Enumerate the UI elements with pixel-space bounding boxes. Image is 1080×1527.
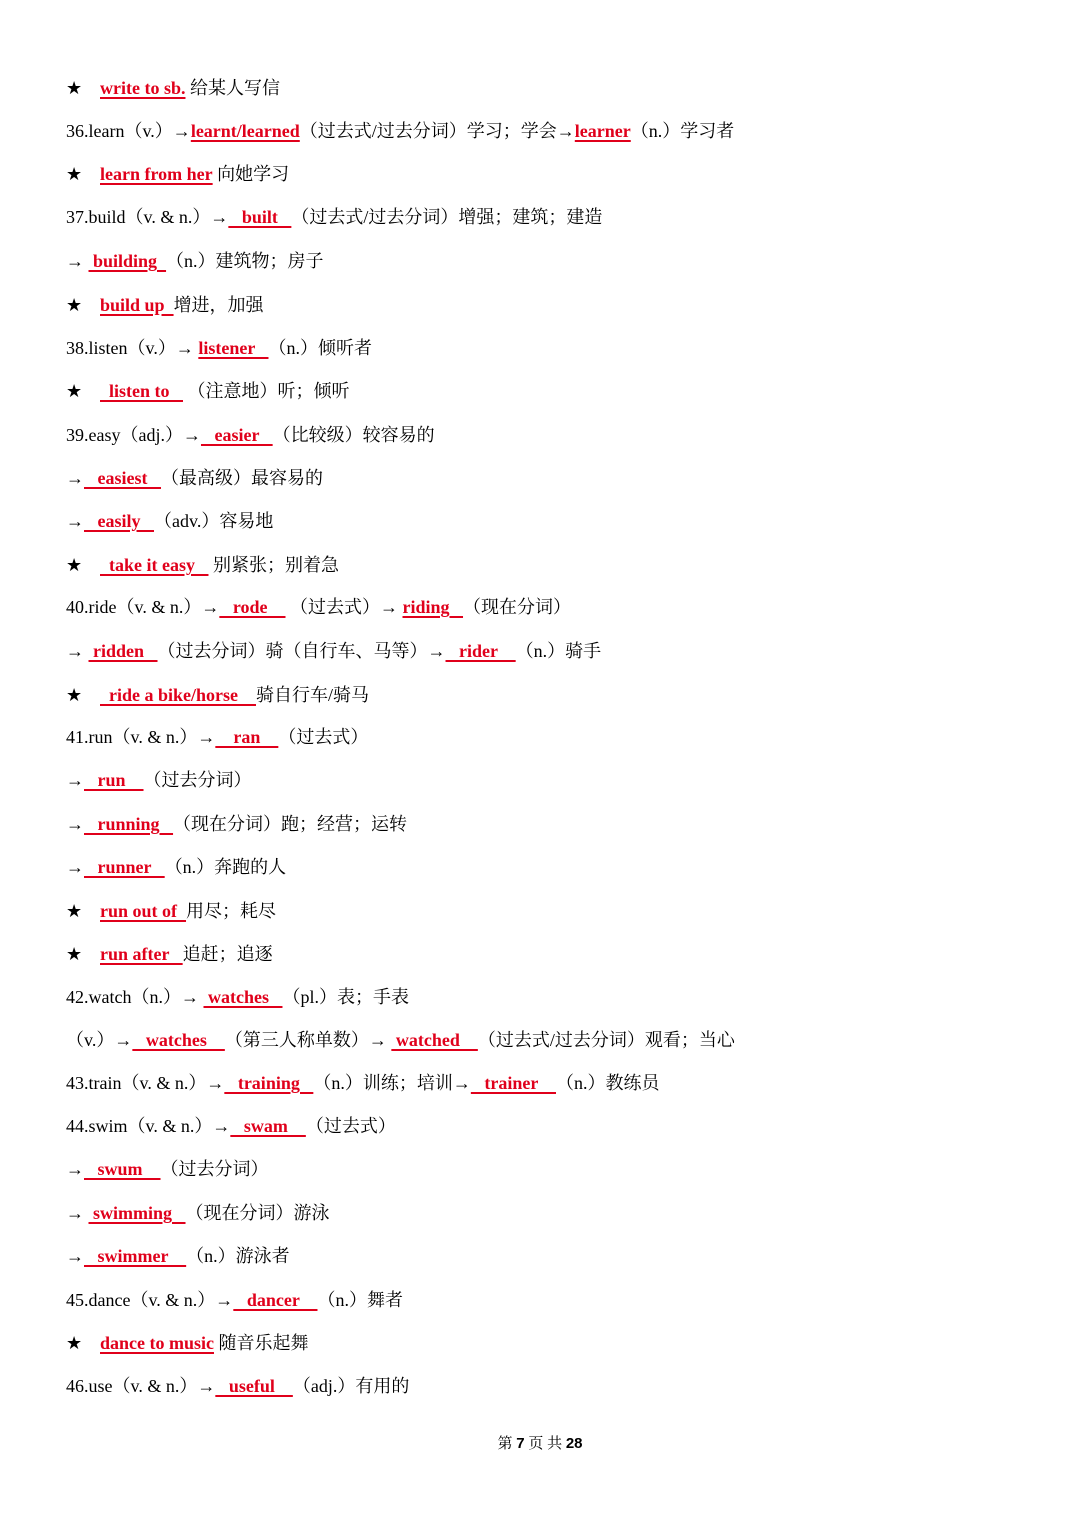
line-text: （n.）游泳者 <box>186 1246 290 1266</box>
star-bullet-icon: ★ <box>66 381 83 401</box>
line-text: （现在分词） <box>463 597 572 617</box>
line-text: （n.）建筑物；房子 <box>166 251 324 271</box>
answer-fill: swam <box>230 1116 306 1136</box>
answer-fill: run out of <box>100 901 187 921</box>
line-text: 39.easy（adj.）→ <box>66 425 201 445</box>
line-text: 追赶；追逐 <box>182 944 273 964</box>
line-text: （第三人称单数）→ <box>224 1030 392 1050</box>
vocab-line <box>66 722 368 752</box>
line-text: （v.）→ <box>66 1030 133 1050</box>
answer-fill: running <box>84 814 174 834</box>
line-text: 向她学习 <box>212 164 290 184</box>
line-text: （n.）教练员 <box>556 1073 660 1093</box>
vocab-line <box>66 333 372 363</box>
line-text: → <box>66 1159 84 1179</box>
vocab-line <box>66 809 407 839</box>
line-text: （n.）舞者 <box>317 1290 403 1310</box>
line-text: 36.learn（v.）→ <box>66 121 191 141</box>
vocab-line <box>66 376 350 406</box>
line-text: → <box>66 857 84 877</box>
vocab-line <box>66 1198 330 1228</box>
vocab-line <box>66 852 286 882</box>
answer-fill: trainer <box>470 1073 556 1093</box>
star-bullet-icon: ★ <box>66 295 83 315</box>
line-text: （n.）倾听者 <box>268 338 372 358</box>
line-text: 43.train（v. & n.）→ <box>66 1073 225 1093</box>
line-text: （过去分词） <box>143 770 252 790</box>
total-page-count: 28 <box>565 1435 583 1452</box>
vocab-line <box>66 1328 309 1358</box>
star-bullet-icon: ★ <box>66 1333 83 1353</box>
line-text: 随音乐起舞 <box>214 1333 309 1353</box>
line-text: → <box>66 814 84 834</box>
line-text: （n.）学习者 <box>630 121 735 141</box>
answer-fill: watches <box>132 1030 225 1050</box>
vocab-line <box>66 1154 269 1184</box>
answer-fill: easily <box>84 511 154 531</box>
vocab-line <box>66 982 409 1012</box>
line-text: （n.）奔跑的人 <box>164 857 287 877</box>
answer-fill: riding <box>402 597 464 617</box>
answer-fill: build up <box>100 295 174 315</box>
line-text: （n.）训练；培训→ <box>313 1073 471 1093</box>
star-bullet-icon: ★ <box>66 685 83 705</box>
line-text: （注意地）听；倾听 <box>183 381 350 401</box>
vocab-line <box>66 592 571 622</box>
answer-fill: built <box>228 207 292 227</box>
line-text: （比较级）较容易的 <box>272 425 435 445</box>
vocab-line <box>66 506 273 536</box>
vocab-line <box>66 159 289 189</box>
line-text: → <box>66 511 84 531</box>
line-text: （过去式） <box>278 727 369 747</box>
line-text: 37.build（v. & n.）→ <box>66 207 229 227</box>
line-text: （最高级）最容易的 <box>160 468 323 488</box>
vocab-line <box>66 1241 290 1271</box>
vocab-line <box>66 1025 735 1055</box>
answer-fill: run after <box>100 944 183 964</box>
line-text: 44.swim（v. & n.）→ <box>66 1116 231 1136</box>
line-text: 别紧张；别着急 <box>208 555 339 575</box>
vocab-line <box>66 896 276 926</box>
line-text: （过去式） <box>305 1116 396 1136</box>
line-text: （现在分词）跑；经营；运转 <box>173 814 408 834</box>
answer-fill: take it easy <box>100 555 209 575</box>
line-text: → <box>66 251 89 271</box>
vocab-line <box>66 463 323 493</box>
line-text: 用尽；耗尽 <box>186 901 277 921</box>
line-text: （adj.）有用的 <box>292 1376 410 1396</box>
vocab-line <box>66 1285 403 1315</box>
answer-fill: ride a bike/horse <box>100 685 256 705</box>
answer-fill: ridden <box>88 641 158 661</box>
current-page-number: 7 <box>516 1435 525 1452</box>
star-bullet-icon: ★ <box>66 944 83 964</box>
answer-fill: write to sb. <box>100 78 186 98</box>
page-footer <box>0 1430 1080 1458</box>
star-bullet-icon: ★ <box>66 901 83 921</box>
line-text: （现在分词）游泳 <box>185 1203 330 1223</box>
answer-fill: training <box>224 1073 314 1093</box>
vocab-line <box>66 680 369 710</box>
vocab-line <box>66 636 601 666</box>
answer-fill: swimming <box>88 1203 186 1223</box>
star-bullet-icon: ★ <box>66 78 83 98</box>
vocab-line <box>66 290 264 320</box>
vocab-line <box>66 550 339 580</box>
vocab-line <box>66 1111 396 1141</box>
line-text: （n.）骑手 <box>515 641 602 661</box>
star-bullet-icon: ★ <box>66 555 83 575</box>
answer-fill: run <box>84 770 144 790</box>
vocab-line <box>66 765 252 795</box>
line-text: （过去式）→ <box>285 597 403 617</box>
line-text: 骑自行车/骑马 <box>256 685 370 705</box>
line-text: 46.use（v. & n.）→ <box>66 1376 216 1396</box>
answer-fill: rode <box>219 597 286 617</box>
answer-fill: swum <box>84 1159 161 1179</box>
line-text: 45.dance（v. & n.）→ <box>66 1290 234 1310</box>
vocab-line <box>66 939 273 969</box>
line-text: 38.listen（v.）→ <box>66 338 199 358</box>
answer-fill: easiest <box>84 468 161 488</box>
answer-fill: listener <box>198 338 269 358</box>
vocab-line <box>66 202 602 232</box>
answer-fill: useful <box>215 1376 293 1396</box>
line-text: （过去分词）骑（自行车、马等）→ <box>157 641 446 661</box>
line-text: （adv.）容易地 <box>154 511 274 531</box>
answer-fill: learn from her <box>100 164 213 184</box>
line-text: （过去式/过去分词）观看；当心 <box>477 1030 735 1050</box>
line-text: （过去分词） <box>160 1159 269 1179</box>
answer-fill: dance to music <box>100 1333 214 1353</box>
answer-fill: runner <box>84 857 165 877</box>
line-text: （过去式/过去分词）学习；学会→ <box>299 121 575 141</box>
answer-fill: watches <box>203 987 283 1007</box>
vocab-line <box>66 246 324 276</box>
answer-fill: easier <box>200 425 273 445</box>
answer-fill: rider <box>445 641 516 661</box>
answer-fill: listen to <box>100 381 183 401</box>
line-text: → <box>66 641 89 661</box>
line-text: （过去式/过去分词）增强；建筑；建造 <box>291 207 603 227</box>
answer-fill: swimmer <box>84 1246 187 1266</box>
vocab-line <box>66 116 734 146</box>
line-text: （pl.）表；手表 <box>282 987 409 1007</box>
line-text: 给某人写信 <box>185 78 280 98</box>
answer-fill: watched <box>391 1030 478 1050</box>
line-text: 40.ride（v. & n.）→ <box>66 597 220 617</box>
footer-prefix: 第 <box>497 1436 513 1452</box>
line-text: → <box>66 1246 84 1266</box>
line-text: 增进，加强 <box>173 295 264 315</box>
answer-fill: learner <box>574 121 631 141</box>
line-text: → <box>66 770 84 790</box>
star-bullet-icon: ★ <box>66 164 83 184</box>
answer-fill: building <box>88 251 167 271</box>
answer-fill: ran <box>215 727 279 747</box>
answer-fill: learnt/learned <box>190 121 300 141</box>
line-text: 42.watch（n.）→ <box>66 987 204 1007</box>
answer-fill: dancer <box>233 1290 318 1310</box>
line-text: 41.run（v. & n.）→ <box>66 727 216 747</box>
footer-middle: 页 共 <box>528 1436 563 1452</box>
vocab-line <box>66 1068 660 1098</box>
line-text: → <box>66 1203 89 1223</box>
line-text: → <box>66 468 84 488</box>
vocab-line <box>66 1371 409 1401</box>
vocab-line <box>66 73 280 103</box>
vocab-line <box>66 420 435 450</box>
